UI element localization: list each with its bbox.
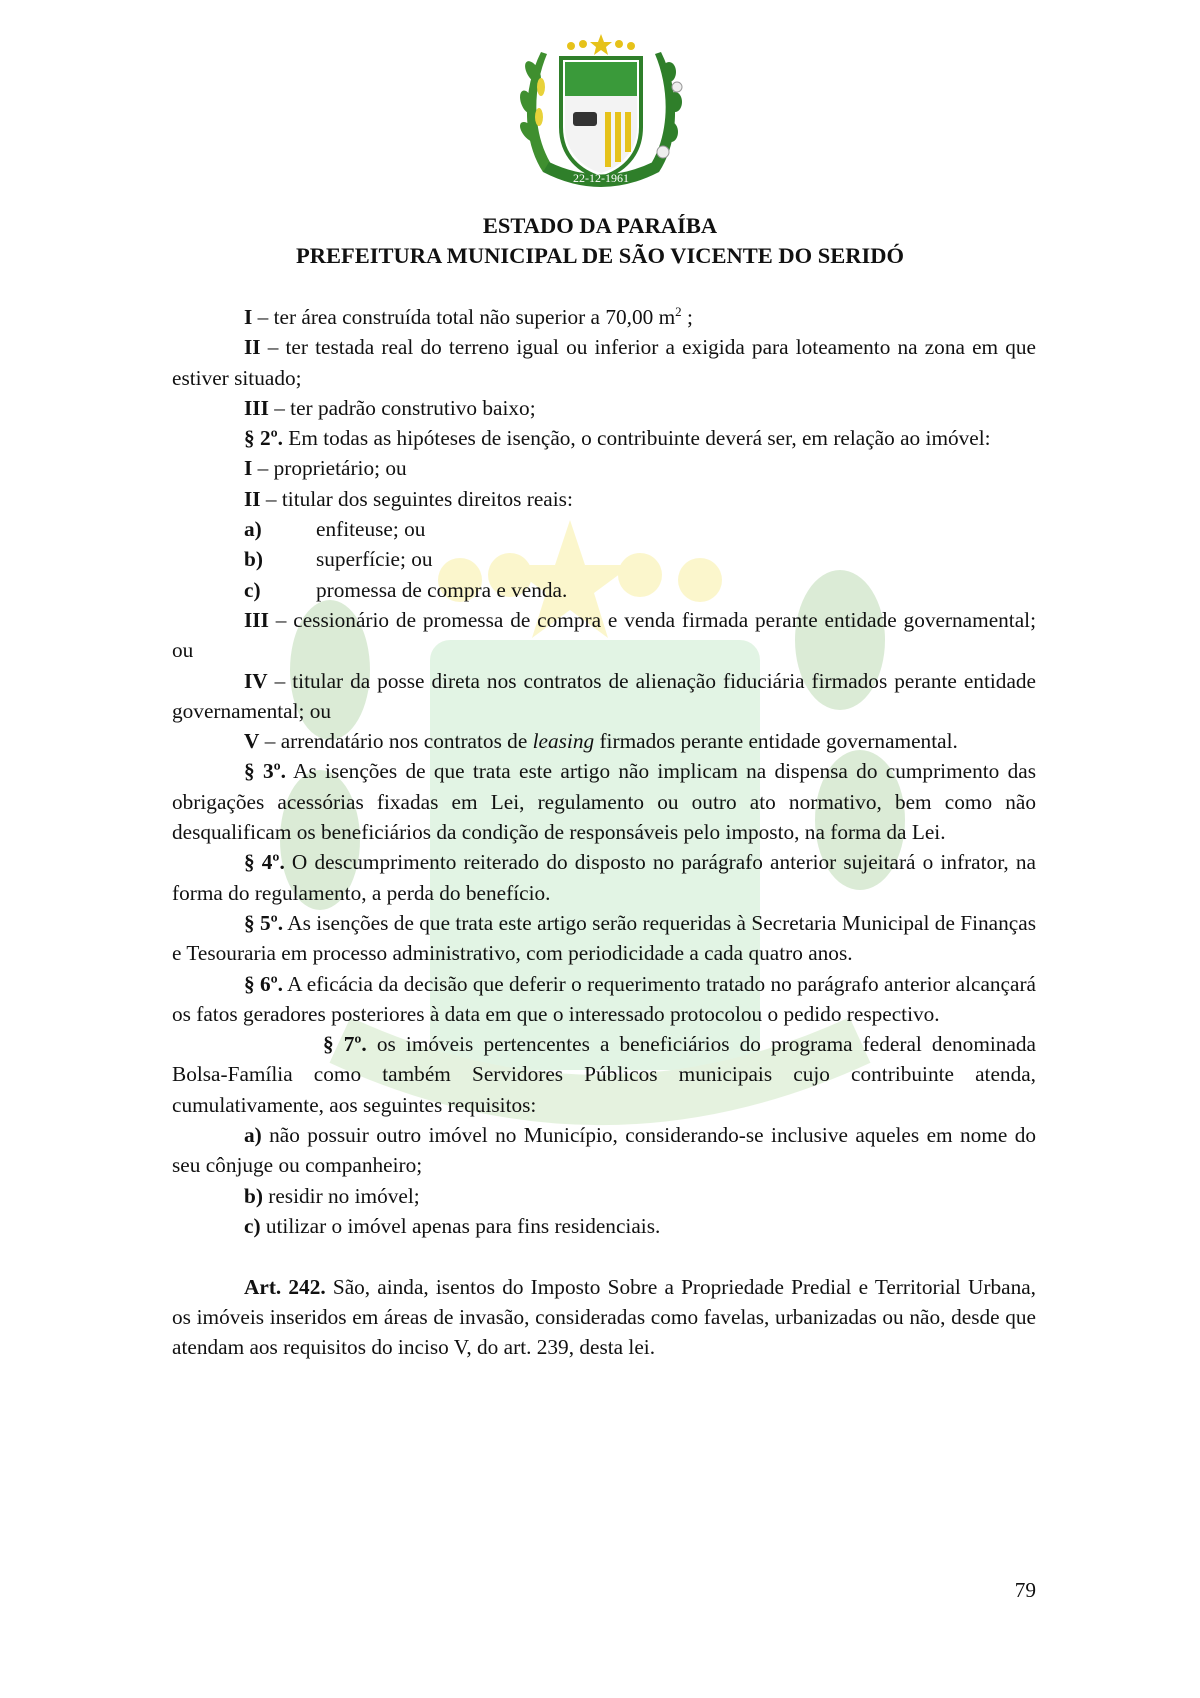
stars-icon — [567, 34, 635, 55]
item-label: I — [244, 456, 253, 481]
item-text: enfiteuse; ou — [316, 517, 426, 542]
requirement-c — [172, 1211, 1036, 1241]
section-label: § 5º. — [244, 910, 284, 935]
item-label: III — [244, 395, 269, 420]
item-label: b) — [244, 1183, 263, 1208]
paragraph-section-6 — [172, 969, 1036, 1030]
header-state: ESTADO DA PARAÍBA — [482, 213, 718, 238]
item-label: II — [244, 335, 261, 360]
section-text: A eficácia da decisão que deferir o requerimento tratado no parágrafo anterior alcançará os fatos geradores posteriores à data em que o interessado protocolou o pedido respectivo. — [172, 971, 1036, 1026]
requirement-b — [172, 1181, 1036, 1211]
paragraph-item-iii — [172, 393, 1036, 423]
paragraph-item-i — [172, 302, 1036, 332]
section-text: Em todas as hipóteses de isenção, o contribuinte deverá ser, em relação ao imóvel: — [282, 426, 991, 451]
section-text: As isenções de que trata este artigo não implicam na dispensa do cumprimento das obrigações acessórias fixadas em Lei, regulamento ou outro ato normativo, bem como não desqualificam os beneficiários da condição de responsáveis pelo imposto, na forma da Lei. — [172, 759, 1036, 845]
header-municipality: PREFEITURA MUNICIPAL DE SÃO VICENTE DO SERIDÓ — [295, 243, 905, 268]
item-text: utilizar o imóvel apenas para fins residenciais. — [260, 1213, 661, 1238]
section-label: § 6º. — [244, 971, 283, 996]
item-label: b) — [244, 547, 263, 572]
paragraph-item-ii — [172, 332, 1036, 393]
paragraph-section-3 — [172, 756, 1036, 847]
item-label: c) — [244, 1213, 261, 1238]
requirement-a — [172, 1120, 1036, 1181]
section-text: O descumprimento reiterado do disposto no parágrafo anterior sujeitará o infrator, na forma do regulamento, a perda do benefício. — [172, 850, 1036, 905]
right-cotton-branch-icon — [649, 52, 682, 172]
section-text: os imóveis pertencentes a beneficiários do programa federal denominada Bolsa-Família como também Servidores Públicos municipais cujo contribuinte atenda, cumulativamente, aos seguintes requisitos: — [172, 1032, 1036, 1117]
italic-term: leasing — [532, 729, 595, 754]
item-label: IV — [244, 668, 268, 693]
item-label: a) — [244, 1123, 262, 1148]
item-text: – arrendatário nos contratos de — [259, 729, 533, 754]
item-text: não possuir outro imóvel no Município, considerando-se inclusive aqueles em nome do seu cônjuge ou companheiro; — [172, 1123, 1036, 1178]
section-label: § 2º. — [244, 426, 283, 451]
paragraph-section-7 — [172, 1029, 1036, 1120]
item-text: – ter padrão construtivo baixo; — [268, 395, 536, 420]
section-label: § 7º. — [323, 1032, 367, 1057]
item-text: superfície; ou — [316, 547, 433, 572]
item-tail: firmados perante entidade governamental. — [594, 729, 958, 754]
article-label: Art. 242. — [244, 1274, 326, 1299]
item-text: promessa de compra e venda. — [316, 577, 568, 602]
paragraph-item-v — [172, 726, 1036, 756]
item-label: II — [244, 486, 261, 511]
paragraph-item-iv — [172, 666, 1036, 727]
municipal-coat-of-arms-logo — [513, 32, 689, 198]
paragraph-section-4 — [172, 847, 1036, 908]
page-number: 79 — [1014, 1578, 1036, 1602]
paragraph-item-ii — [172, 484, 1036, 514]
item-text: – proprietário; ou — [252, 456, 407, 481]
item-text: – titular da posse direta nos contratos de alienação fiduciária firmados perante entidade governamental; ou — [172, 668, 1036, 723]
item-label: a) — [244, 517, 262, 542]
paragraph-item-i — [172, 453, 1036, 483]
paragraph-item-iii — [172, 605, 1036, 666]
item-text: – cessionário de promessa de compra e venda firmada perante entidade governamental; ou — [172, 607, 1036, 663]
seal-date-text: 22-12-1961 — [573, 171, 629, 185]
item-label: c) — [244, 577, 261, 602]
item-text: – ter testada real do terreno igual ou inferior a exigida para loteamento na zona em que estiver situado; — [172, 335, 1036, 390]
item-label: III — [244, 607, 269, 632]
item-text: – ter área construída total não superior a 70,00 m — [252, 305, 676, 329]
item-text: – titular dos seguintes direitos reais: — [260, 486, 573, 511]
item-tail: ; — [681, 305, 693, 329]
left-laurel-icon — [517, 52, 553, 172]
subitem-b — [172, 544, 1036, 574]
article-242 — [172, 1272, 1036, 1363]
paragraph-section-2 — [172, 423, 1036, 453]
item-text: residir no imóvel; — [262, 1183, 420, 1208]
section-label: § 4º. — [244, 850, 285, 875]
subitem-c — [172, 575, 1036, 605]
section-text: As isenções de que trata este artigo serão requeridas à Secretaria Municipal de Finanças e Tesouraria em processo administrativo, com periodicidade a cada quatro anos. — [172, 910, 1036, 966]
section-label: § 3º. — [244, 759, 286, 784]
paragraph-section-5 — [172, 908, 1036, 969]
document-body — [172, 302, 1036, 1362]
item-label: V — [244, 729, 260, 754]
superscript: 2 — [675, 304, 682, 319]
item-label: I — [244, 305, 253, 329]
subitem-a — [172, 514, 1036, 544]
article-text: São, ainda, isentos do Imposto Sobre a Propriedade Predial e Territorial Urbana, os imóveis inseridos em áreas de invasão, consideradas como favelas, urbanizadas ou não, desde que atendam aos requisitos do inciso V, do art. 239, desta lei. — [172, 1274, 1037, 1360]
